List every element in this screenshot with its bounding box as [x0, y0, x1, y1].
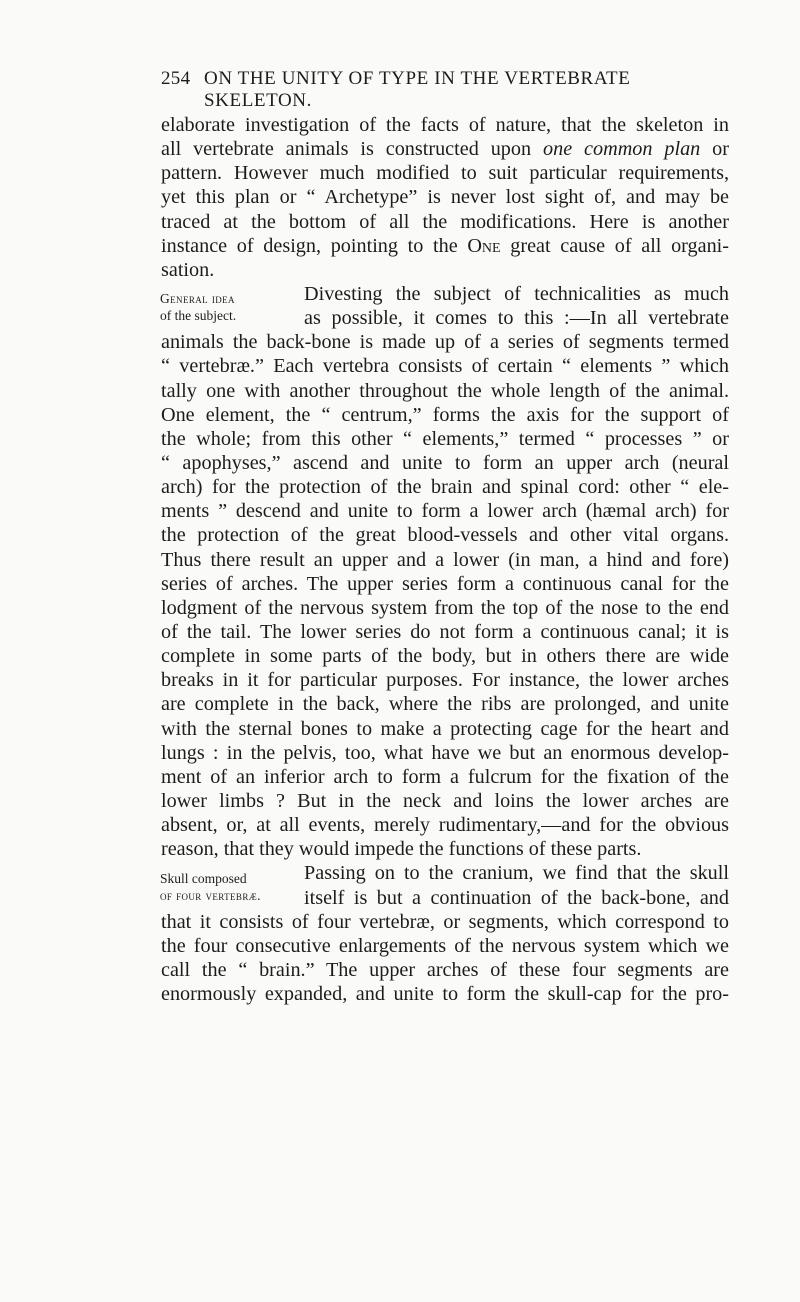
text-line: that it consists of four vertebræ, or segments, which correspond to: [161, 910, 729, 933]
text-line: all vertebrate animals is constructed upon one common plan or: [161, 138, 729, 161]
text-line: elaborate investigation of the facts of nature, that the skeleton in: [161, 114, 729, 136]
text-line: absent, or, at all events, merely rudimentary,—and for the obvious: [161, 814, 729, 837]
margin-note-line: Skull composed: [160, 871, 247, 886]
text-line: instance of design, pointing to the One great cause of all organi-: [161, 234, 729, 257]
text-line: are complete in the back, where the ribs are prolonged, and unite: [161, 693, 729, 716]
text-line: series of arches. The upper series form a continuous canal for the: [161, 572, 729, 595]
text-line: breaks in it for particular purposes. For instance, the lower arches: [161, 669, 729, 692]
text-line: of the tail. The lower series do not form a continuous canal; it is: [161, 620, 729, 643]
text-line: ment of an inferior arch to form a fulcrum for the fixation of the: [161, 765, 729, 788]
text-line: traced at the bottom of all the modifications. Here is another: [161, 210, 729, 233]
body-text: [161, 113, 729, 1006]
text-line: Passing on to the cranium, we find that the skull: [304, 862, 729, 885]
text-line: as possible, it comes to this :—In all vertebrate: [304, 307, 729, 330]
text-line: Divesting the subject of technicalities as much: [304, 282, 729, 305]
text-line: lungs : in the pelvis, too, what have we but an enormous develop-: [161, 741, 729, 764]
text-line: itself is but a continuation of the back-bone, and: [304, 886, 729, 909]
small-caps-word: One: [467, 234, 501, 257]
text-line: lodgment of the nervous system from the top of the nose to the end: [161, 596, 729, 619]
running-title: ON THE UNITY OF TYPE IN THE VERTEBRATE SKELETON.: [204, 68, 631, 111]
emphasis: one common plan: [543, 138, 701, 161]
text-line: “ vertebræ.” Each vertebra consists of certain “ elements ” which: [161, 355, 729, 378]
text-line: “ apophyses,” ascend and unite to form an upper arch (neural: [161, 451, 729, 474]
margin-note-line: of the subject.: [160, 308, 237, 323]
text-line: animals the back-bone is made up of a series of segments termed: [161, 331, 729, 354]
text-line: the whole; from this other “ elements,” termed “ processes ” or: [161, 427, 729, 450]
text-line: the protection of the great blood-vessels and other vital organs.: [161, 524, 729, 547]
text-line: yet this plan or “ Archetype” is never lost sight of, and may be: [161, 186, 729, 209]
text-line: One element, the “ centrum,” forms the axis for the support of: [161, 403, 729, 426]
margin-note-line: of four vertebræ.: [160, 888, 261, 903]
text-line: with the sternal bones to make a protecting cage for the heart and: [161, 717, 729, 740]
text-line: complete in some parts of the body, but in others there are wide: [161, 645, 729, 668]
text-line: the four consecutive enlargements of the nervous system which we: [161, 934, 729, 957]
margin-note-line: General idea: [160, 291, 235, 306]
text-line: pattern. However much modified to suit particular requirements,: [161, 162, 729, 185]
text-line: lower limbs ? But in the neck and loins the lower arches are: [161, 789, 729, 812]
running-header: [161, 68, 731, 111]
text-line: tally one with another throughout the whole length of the animal.: [161, 379, 729, 402]
page-number: 254: [161, 68, 191, 89]
text-line: reason, that they would impede the functions of these parts.: [161, 838, 642, 861]
text-line: ments ” descend and unite to form a lower arch (hæmal arch) for: [161, 500, 729, 523]
text-line: Thus there result an upper and a lower (in man, a hind and fore): [161, 548, 729, 571]
text-line: call the “ brain.” The upper arches of these four segments are: [161, 958, 729, 981]
text-line: sation.: [161, 258, 215, 281]
text-line: enormously expanded, and unite to form the skull-cap for the pro-: [161, 983, 729, 1006]
text-line: arch) for the protection of the brain and spinal cord: other “ ele-: [161, 476, 729, 499]
